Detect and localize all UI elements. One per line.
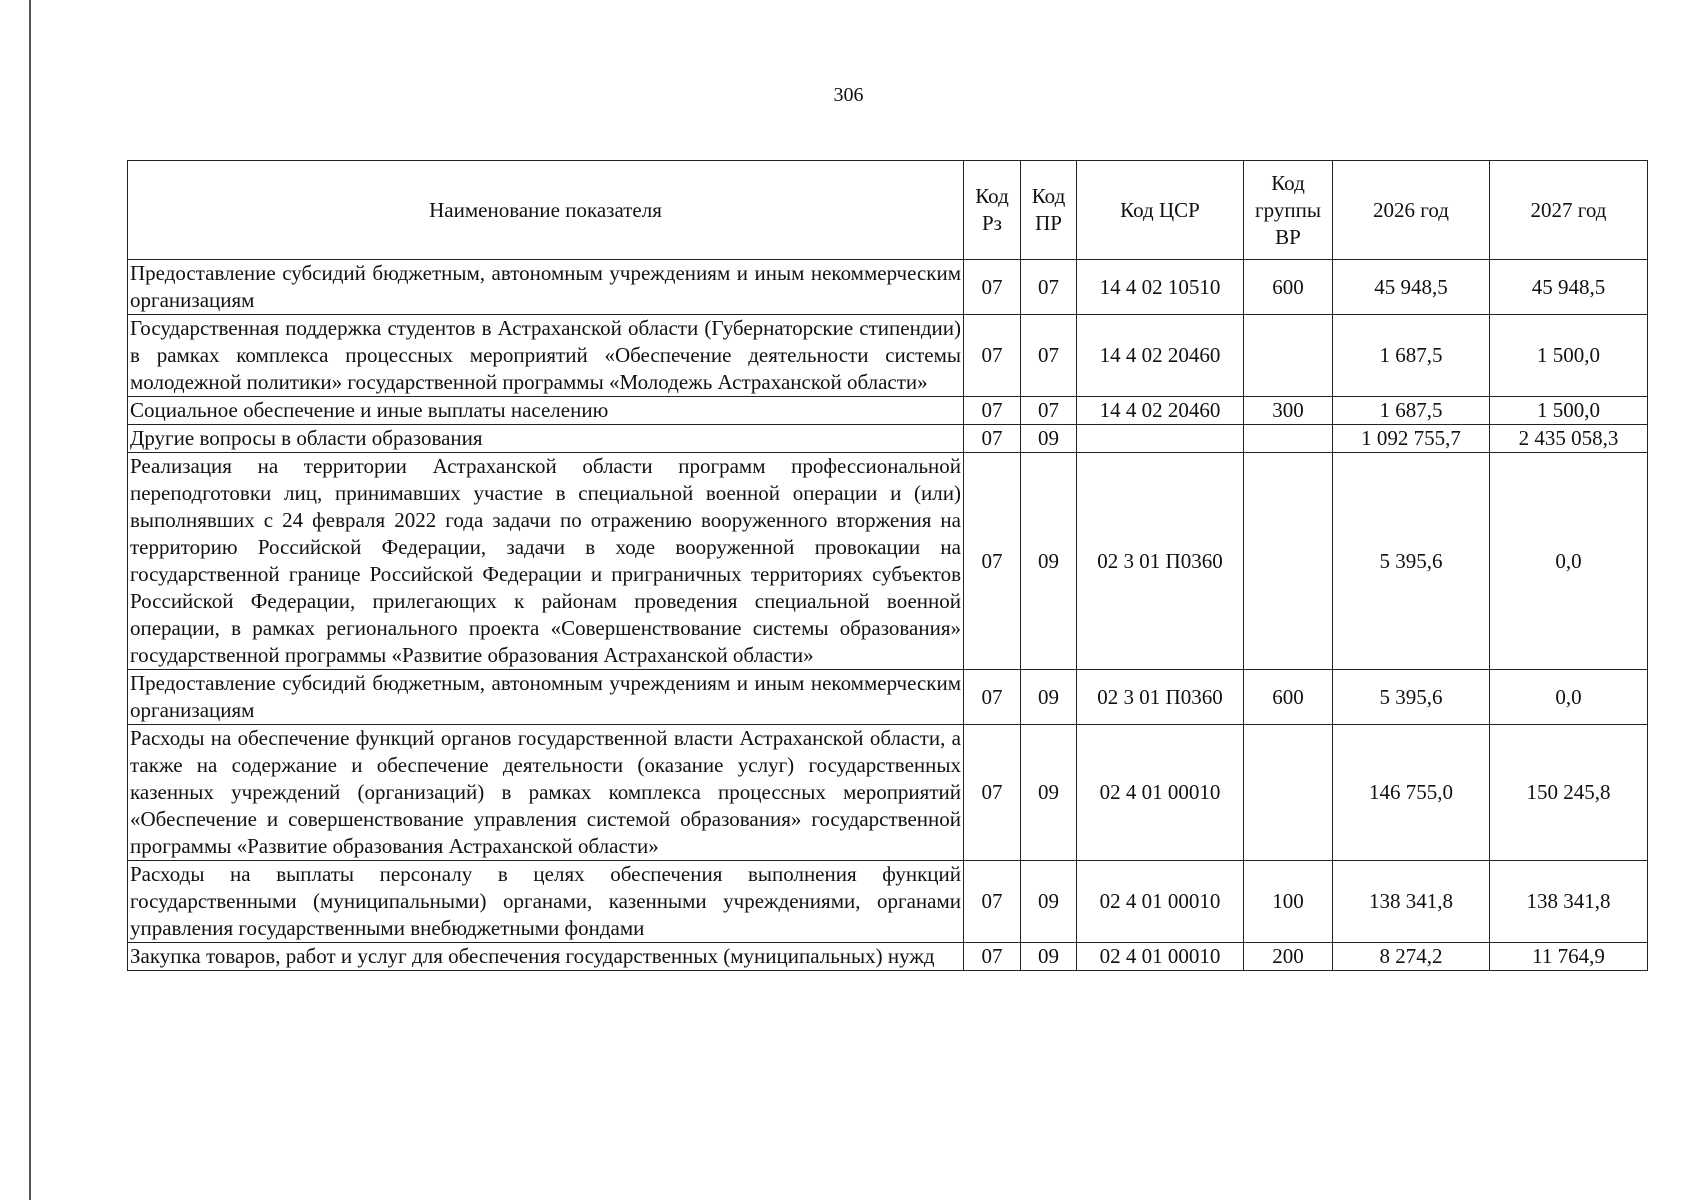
row-pr: 09 [1021, 943, 1077, 971]
row-name: Расходы на обеспечение функций органов государственной власти Астраханской области, а также на содержание и обеспечение деятельности (оказание услуг) государственных казенных учреждений (организаций) в рамках комплекса процессных мероприятий «Обеспечение и совершенствование управления системой образования» государственной программы «Развитие образования Астраханской области» [128, 725, 964, 861]
table-row [128, 861, 1648, 943]
row-vr [1244, 315, 1333, 397]
row-2026: 146 755,0 [1333, 725, 1490, 861]
header-2026: 2026 год [1333, 161, 1490, 260]
row-2027: 138 341,8 [1490, 861, 1648, 943]
row-2027: 1 500,0 [1490, 315, 1648, 397]
row-2027: 11 764,9 [1490, 943, 1648, 971]
row-name: Реализация на территории Астраханской области программ профессиональной переподготовки лиц, принимавших участие в специальной военной операции и (или) выполнявших с 24 февраля 2022 года задачи по отражению вооруженного вторжения на территорию Российской Федерации, задачи в ходе вооруженной провокации на государственной границе Российской Федерации и приграничных территориях субъектов Российской Федерации, прилегающих к районам проведения специальной военной операции, в рамках регионального проекта «Совершенствование системы образования» государственной программы «Развитие образования Астраханской области» [128, 453, 964, 670]
row-csr [1077, 425, 1244, 453]
row-vr: 600 [1244, 670, 1333, 725]
row-vr: 100 [1244, 861, 1333, 943]
row-vr: 600 [1244, 260, 1333, 315]
row-name: Расходы на выплаты персоналу в целях обеспечения выполнения функций государственными (муниципальными) органами, казенными учреждениями, органами управления государственными внебюджетными фондами [128, 861, 964, 943]
row-2027: 45 948,5 [1490, 260, 1648, 315]
row-rz: 07 [964, 453, 1021, 670]
row-rz: 07 [964, 425, 1021, 453]
row-rz: 07 [964, 725, 1021, 861]
header-pr: Код ПР [1021, 161, 1077, 260]
table-row [128, 670, 1648, 725]
row-csr: 14 4 02 20460 [1077, 397, 1244, 425]
row-rz: 07 [964, 397, 1021, 425]
row-2027: 0,0 [1490, 453, 1648, 670]
row-2026: 1 092 755,7 [1333, 425, 1490, 453]
header-csr: Код ЦСР [1077, 161, 1244, 260]
header-name: Наименование показателя [128, 161, 964, 260]
row-name: Закупка товаров, работ и услуг для обеспечения государственных (муниципальных) нужд [128, 943, 964, 971]
row-2027: 0,0 [1490, 670, 1648, 725]
row-2027: 150 245,8 [1490, 725, 1648, 861]
table-row [128, 943, 1648, 971]
row-rz: 07 [964, 670, 1021, 725]
row-2026: 1 687,5 [1333, 397, 1490, 425]
table-row [128, 315, 1648, 397]
row-pr: 07 [1021, 260, 1077, 315]
row-2027: 1 500,0 [1490, 397, 1648, 425]
row-vr [1244, 425, 1333, 453]
header-rz: Код Рз [964, 161, 1021, 260]
row-name: Государственная поддержка студентов в Астраханской области (Губернаторские стипендии) в рамках комплекса процессных мероприятий «Обеспечение деятельности системы молодежной политики» государственной программы «Молодежь Астраханской области» [128, 315, 964, 397]
row-2026: 1 687,5 [1333, 315, 1490, 397]
row-pr: 07 [1021, 397, 1077, 425]
row-pr: 09 [1021, 453, 1077, 670]
table-row [128, 260, 1648, 315]
row-pr: 09 [1021, 670, 1077, 725]
row-rz: 07 [964, 943, 1021, 971]
row-2026: 8 274,2 [1333, 943, 1490, 971]
budget-table [127, 160, 1648, 971]
row-csr: 14 4 02 20460 [1077, 315, 1244, 397]
row-2027: 2 435 058,3 [1490, 425, 1648, 453]
header-2027: 2027 год [1490, 161, 1648, 260]
table-row [128, 397, 1648, 425]
header-vr: Код группы ВР [1244, 161, 1333, 260]
row-csr: 02 4 01 00010 [1077, 861, 1244, 943]
row-vr: 200 [1244, 943, 1333, 971]
row-vr: 300 [1244, 397, 1333, 425]
row-name: Другие вопросы в области образования [128, 425, 964, 453]
row-rz: 07 [964, 260, 1021, 315]
row-2026: 5 395,6 [1333, 453, 1490, 670]
row-vr [1244, 725, 1333, 861]
row-csr: 02 4 01 00010 [1077, 943, 1244, 971]
row-2026: 5 395,6 [1333, 670, 1490, 725]
row-2026: 138 341,8 [1333, 861, 1490, 943]
row-csr: 02 3 01 П0360 [1077, 670, 1244, 725]
row-2026: 45 948,5 [1333, 260, 1490, 315]
table-row [128, 725, 1648, 861]
row-rz: 07 [964, 861, 1021, 943]
row-pr: 09 [1021, 861, 1077, 943]
row-name: Предоставление субсидий бюджетным, автономным учреждениям и иным некоммерческим организациям [128, 670, 964, 725]
table-row [128, 425, 1648, 453]
row-name: Социальное обеспечение и иные выплаты населению [128, 397, 964, 425]
page-margin-line [29, 0, 31, 1200]
row-rz: 07 [964, 315, 1021, 397]
row-csr: 02 3 01 П0360 [1077, 453, 1244, 670]
table-row [128, 453, 1648, 670]
row-vr [1244, 453, 1333, 670]
row-csr: 02 4 01 00010 [1077, 725, 1244, 861]
row-pr: 09 [1021, 725, 1077, 861]
page-number: 306 [833, 84, 864, 106]
row-pr: 07 [1021, 315, 1077, 397]
row-name: Предоставление субсидий бюджетным, автономным учреждениям и иным некоммерческим организациям [128, 260, 964, 315]
row-pr: 09 [1021, 425, 1077, 453]
table-header-row [128, 161, 1648, 260]
row-csr: 14 4 02 10510 [1077, 260, 1244, 315]
